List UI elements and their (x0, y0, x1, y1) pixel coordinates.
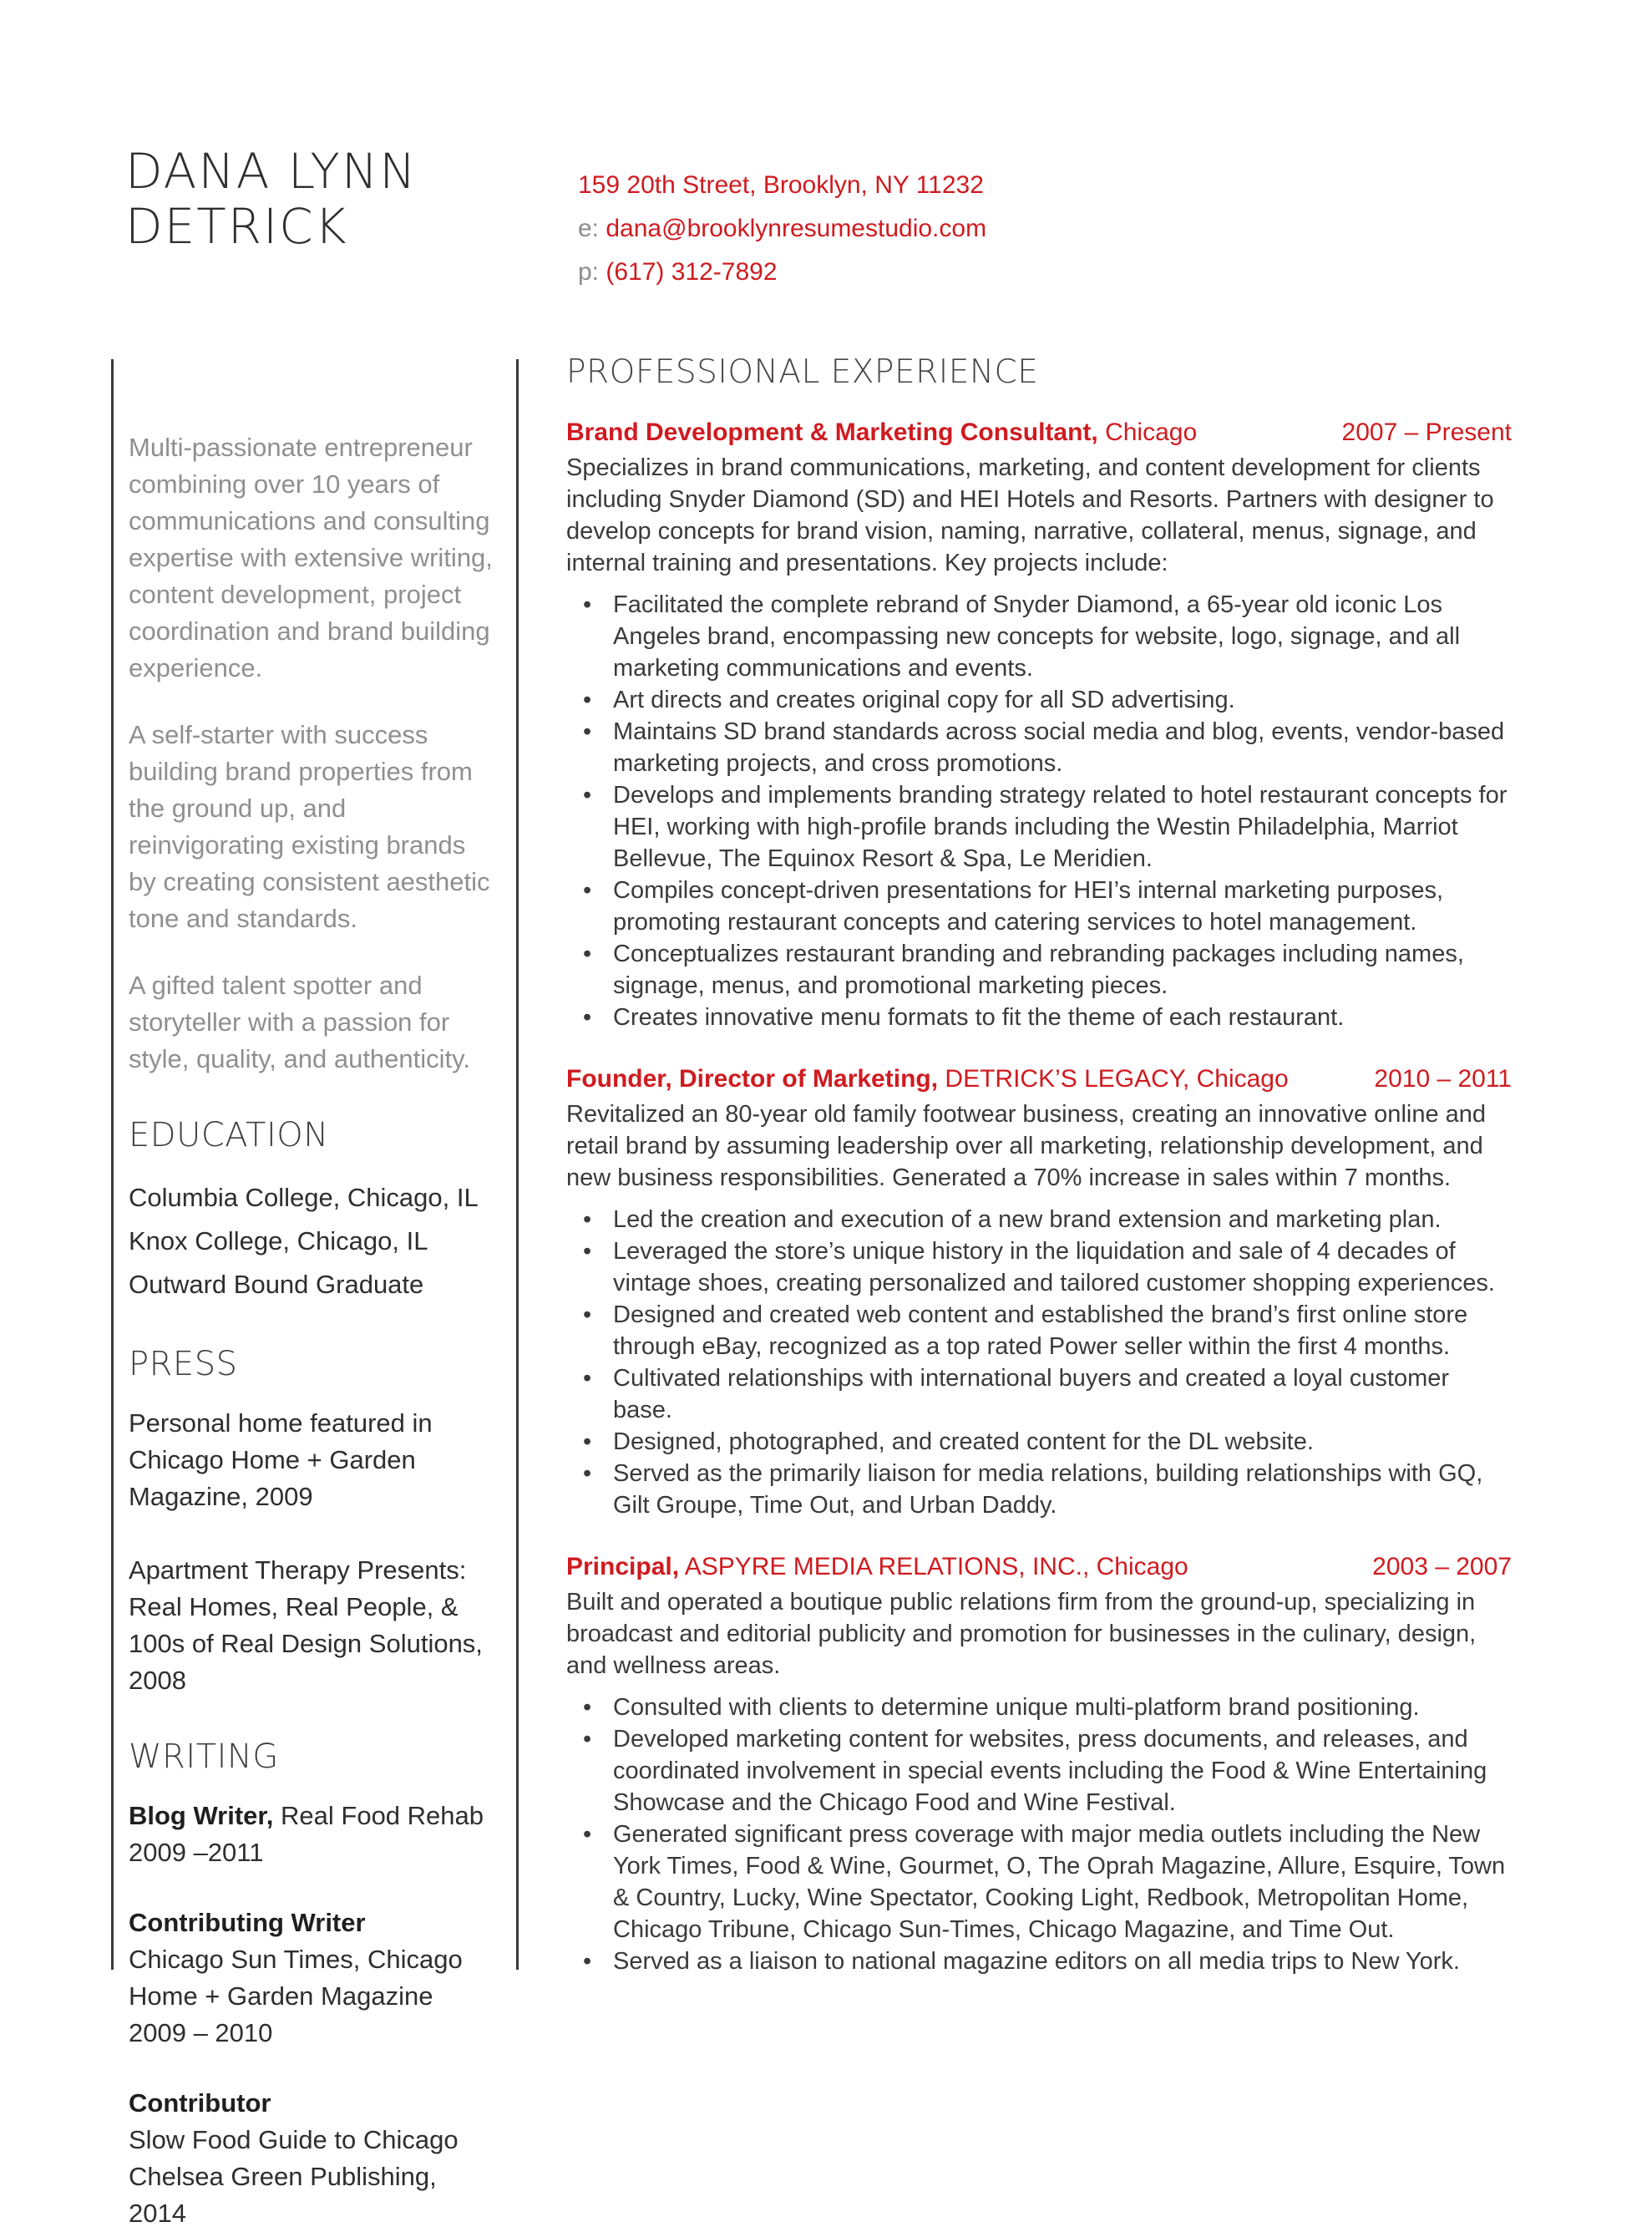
bullet-dot: • (583, 1726, 592, 1753)
bullet-text: Designed, photographed, and created content for the DL website. (613, 1428, 1314, 1455)
bullet-text: Served as the primarily liaison for media relations, building relationships with GQ, Gilt Groupe, Time Out, and Urban Daddy. (613, 1460, 1483, 1519)
writing-line: 2009 – 2010 (129, 2018, 273, 2047)
job-dates: 2003 – 2007 (1372, 1553, 1512, 1580)
main-column (566, 354, 1512, 2007)
bullet-text: Art directs and creates original copy for all SD advertising. (613, 687, 1235, 713)
bullet-item (566, 1299, 1512, 1362)
job-title (566, 417, 1197, 449)
bullet-item (566, 684, 1512, 716)
bullet-dot: • (583, 1821, 592, 1848)
bullet-item (566, 1945, 1512, 1977)
bullet-text: Compiles concept-driven presentations for HEI’s internal marketing purposes, promoting restaurant concepts and catering services to hotel management. (613, 877, 1444, 936)
address-text: 159 20th Street, Brooklyn, NY 11232 (578, 171, 984, 199)
job-title-role: Principal, (566, 1553, 680, 1580)
writing-item (129, 1798, 494, 1871)
bullet-text: Conceptualizes restaurant branding and rebranding packages including names, signage, menus, and promotional marketing pieces. (613, 941, 1464, 999)
bullet-text: Develops and implements branding strategy related to hotel restaurant concepts for HEI, working with high-profile brands including the Westin Philadelphia, Marriot Bellevue, The Equinox Resort & Spa, Le Meridien. (613, 782, 1508, 872)
sidebar (111, 359, 519, 2228)
job-title-role: Founder, Director of Marketing, (566, 1065, 939, 1093)
summary-paragraph: Multi-passionate entrepreneur combining over 10 years of communications and consulting expertise with extensive writing, content development, project coordination and brand building experience. (129, 433, 493, 682)
bullet-item (566, 716, 1512, 779)
bullet-item (566, 1002, 1512, 1033)
job-summary: Revitalized an 80-year old family footwear business, creating an innovative online and retail brand by assuming leadership over all marketing, relationship development, and new business responsibilities. Generated a 70% increase in sales within 7 months. (566, 1101, 1487, 1191)
bullet-dot: • (583, 591, 592, 618)
job-title-row (566, 1063, 1512, 1095)
job-entry (566, 1063, 1512, 1521)
bullet-item (566, 1723, 1512, 1819)
job-title-row (566, 417, 1512, 449)
summary-paragraph: A gifted talent spotter and storyteller with a passion for style, quality, and authenticity. (129, 971, 470, 1073)
writing-role-detail: Real Food Rehab (273, 1801, 484, 1830)
writing-line: Chelsea Green Publishing, 2014 (129, 2162, 437, 2228)
job-title-row (566, 1551, 1512, 1583)
bullet-dot: • (583, 941, 592, 967)
summary-paragraph: A self-starter with success building brand properties from the ground up, and reinvigorating existing brands by creating consistent aesthetic tone and standards. (129, 720, 490, 933)
writing-item (129, 1905, 494, 2052)
bullet-item (566, 1426, 1512, 1458)
job-title-location: DETRICK’S LEGACY, Chicago (938, 1065, 1289, 1093)
job-entry (566, 1551, 1512, 1977)
bullet-text: Led the creation and execution of a new brand extension and marketing plan. (613, 1206, 1442, 1233)
job-summary: Specializes in brand communications, marketing, and content development for clients including Snyder Diamond (SD) and HEI Hotels and Resorts. Partners with designer to develop concepts for brand vision, naming, narrative, collateral, menus, signage, and internal training and presentations. Key projects include: (566, 454, 1494, 576)
section-heading-professional-experience: PROFESSIONAL EXPERIENCE (566, 353, 1039, 391)
bullet-item (566, 1235, 1512, 1299)
bullet-dot: • (583, 1301, 592, 1328)
writing-line: 2009 –2011 (129, 1838, 264, 1867)
job-title (566, 1551, 1188, 1583)
person-name (125, 144, 418, 254)
bullet-item (566, 1362, 1512, 1426)
bullet-text: Creates innovative menu formats to fit the theme of each restaurant. (613, 1004, 1345, 1031)
bullet-item (566, 1458, 1512, 1521)
press-item: Personal home featured in Chicago Home + Garden Magazine, 2009 (129, 1408, 433, 1511)
phone-line (578, 251, 986, 294)
bullet-item (566, 1692, 1512, 1723)
bullet-dot: • (583, 1694, 592, 1721)
bullet-item (566, 938, 1512, 1002)
job-dates: 2007 – Present (1341, 418, 1512, 446)
phone-prefix: p: (578, 258, 600, 286)
bullet-text: Served as a liaison to national magazine editors on all media trips to New York. (613, 1948, 1460, 1975)
contact-block (578, 164, 986, 294)
writing-role: Contributing Writer (129, 1908, 366, 1937)
bullet-dot: • (583, 1238, 592, 1265)
job-title-location: Chicago (1097, 418, 1198, 446)
writing-role: Blog Writer, (129, 1801, 274, 1830)
bullet-dot: • (583, 1428, 592, 1455)
bullet-dot: • (583, 782, 592, 809)
bullet-dot: • (583, 1004, 592, 1031)
bullet-text: Leveraged the store’s unique history in the liquidation and sale of 4 decades of vintage shoes, creating personalized and tailored customer shopping experiences. (613, 1238, 1495, 1296)
person-name-line1: DANA LYNN (125, 143, 418, 200)
email-prefix: e: (578, 215, 600, 242)
bullet-item (566, 589, 1512, 684)
email-text: dana@brooklynresumestudio.com (606, 215, 987, 242)
writing-role: Contributor (129, 2088, 271, 2118)
bullet-item (566, 1819, 1512, 1945)
job-title (566, 1063, 1289, 1095)
education-line: Knox College, Chicago, IL (129, 1226, 428, 1256)
bullet-dot: • (583, 718, 592, 745)
job-bullet-list (566, 589, 1512, 1033)
job-entry (566, 417, 1512, 1033)
job-title-role: Brand Development & Marketing Consultant, (566, 418, 1098, 446)
education-heading: EDUCATION (129, 1116, 329, 1154)
bullet-text: Developed marketing content for websites, press documents, and releases, and coordinated involvement in special events including the Food & Wine Entertaining Showcase and the Chicago Food and Wine Festival. (613, 1726, 1487, 1816)
address-line (578, 164, 986, 207)
education-line: Outward Bound Graduate (129, 1270, 424, 1299)
press-heading: PRESS (129, 1345, 238, 1383)
person-name-line2: DETRICK (125, 198, 348, 255)
phone-text: (617) 312-7892 (606, 258, 778, 286)
bullet-dot: • (583, 1365, 592, 1392)
job-bullet-list (566, 1692, 1512, 1977)
bullet-text: Cultivated relationships with international buyers and created a loyal customer base. (613, 1365, 1450, 1423)
education-line: Columbia College, Chicago, IL (129, 1183, 479, 1212)
bullet-dot: • (583, 1948, 592, 1975)
writing-line: Slow Food Guide to Chicago (129, 2125, 459, 2154)
bullet-dot: • (583, 877, 592, 904)
bullet-item (566, 779, 1512, 875)
bullet-dot: • (583, 687, 592, 713)
writing-line: Chicago Sun Times, Chicago Home + Garden Magazine (129, 1945, 463, 2011)
bullet-dot: • (583, 1460, 592, 1487)
press-item: Apartment Therapy Presents: Real Homes, Real People, & 100s of Real Design Solutions, 2008 (129, 1555, 483, 1695)
bullet-text: Consulted with clients to determine unique multi-platform brand positioning. (613, 1694, 1420, 1721)
email-line (578, 207, 986, 251)
bullet-dot: • (583, 1206, 592, 1233)
job-dates: 2010 – 2011 (1374, 1065, 1512, 1093)
bullet-item (566, 1204, 1512, 1235)
bullet-text: Facilitated the complete rebrand of Snyder Diamond, a 65-year old iconic Los Angeles brand, encompassing new concepts for website, logo, signage, and all marketing communications and events. (613, 591, 1461, 682)
job-bullet-list (566, 1204, 1512, 1521)
bullet-text: Generated significant press coverage with major media outlets including the New York Times, Food & Wine, Gourmet, O, The Oprah Magazine, Allure, Esquire, Town & Country, Lucky, Wine Spectator, Cooking Light, Redbook, Metropolitan Home, Chicago Tribune, Chicago Sun-Times, Chicago Magazine, and Time Out. (613, 1821, 1506, 1943)
writing-item (129, 2085, 494, 2232)
job-summary: Built and operated a boutique public relations firm from the ground-up, specializing in broadcast and editorial publicity and promotion for businesses in the culinary, design, and wellness areas. (566, 1589, 1477, 1679)
bullet-text: Maintains SD brand standards across social media and blog, events, vendor-based marketing projects, and cross promotions. (613, 718, 1505, 777)
writing-heading: WRITING (129, 1737, 279, 1776)
bullet-item (566, 875, 1512, 938)
bullet-text: Designed and created web content and established the brand’s first online store through eBay, recognized as a top rated Power seller within the first 4 months. (613, 1301, 1468, 1360)
job-title-location: ASPYRE MEDIA RELATIONS, INC., Chicago (679, 1553, 1188, 1580)
